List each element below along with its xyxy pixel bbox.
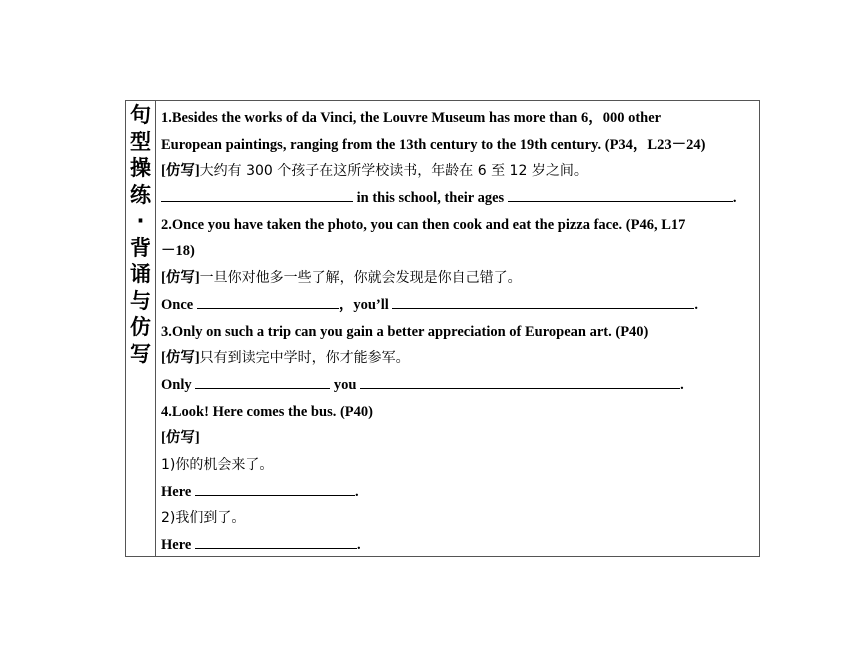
answer-blank[interactable] [195,480,355,496]
item4-sub1-fill-line [161,479,759,506]
fill-text: . [694,296,699,313]
answer-blank[interactable] [195,373,330,389]
item1-imitate-prompt [161,158,759,185]
item1-sentence-line2: European paintings, ranging from the 13th century to the 19th century. (P34，L23－24) [161,136,706,153]
section-label-char: 写 [130,341,151,366]
imitate-tag: [仿写] [161,350,200,367]
item2-imitate-prompt [161,265,759,292]
item3-fill-line [161,372,759,399]
answer-blank[interactable] [508,186,733,202]
imitate-chinese: 1)你的机会来了。 [161,456,274,473]
fill-text: . [732,190,737,207]
item3-imitate-prompt [161,345,759,372]
imitate-chinese: 一旦你对他多一些了解，你就会发现是你自己错了。 [199,270,522,287]
item2-fill-line [161,292,759,319]
fill-text: in this school, their ages [353,190,508,207]
fill-text: you [330,376,361,393]
answer-blank[interactable] [195,533,357,549]
item3-sentence: 3.Only on such a trip can you gain a better appreciation of European art. (P40) [161,323,649,340]
item2-sentence-line1: 2.Once you have taken the photo, you can then cook and eat the pizza face. (P46, L17 [161,216,686,233]
section-label-char: 仿 [130,315,151,339]
imitate-chinese: 只有到读完中学时，你才能参军。 [199,350,410,367]
answer-blank[interactable] [360,373,680,389]
answer-blank[interactable] [197,293,339,309]
section-label-char: 型 [130,129,151,154]
item1-sentence-line1: 1.Besides the works of da Vinci, the Louvre Museum has more than 6，000 other [161,110,662,126]
answer-blank[interactable] [392,293,694,309]
section-label-char: 诵 [130,262,151,286]
fill-text: Here [161,483,195,500]
exercise-content [156,101,759,556]
section-label-char: 与 [130,288,151,313]
fill-text: Only [161,376,196,393]
section-label-char: 背 [130,235,151,260]
exercise-table [125,100,760,557]
section-label-char: 句 [130,103,151,127]
item4-sub1-prompt [161,452,759,479]
fill-text: Here [161,537,195,553]
item4-sub2-prompt [161,505,759,532]
fill-text: . [356,537,361,553]
item2-sentence-line2: －18) [161,243,195,260]
fill-text: . [354,483,359,500]
fill-text: . [680,376,684,393]
imitate-chinese: 大约有 300 个孩子在这所学校读书，年龄在 6 至 12 岁之间。 [199,163,588,180]
imitate-chinese: 2)我们到了。 [161,510,246,527]
section-label-char: 操 [130,156,151,180]
section-label-char: · [136,209,145,233]
answer-blank[interactable] [161,186,353,202]
section-label-char: 练 [130,182,151,207]
item4-imitate-tag: [仿写] [161,430,200,447]
item4-sub2-fill-line [161,532,759,559]
fill-text: Once [161,296,197,313]
item4-sentence: 4.Look! Here comes the bus. (P40) [161,403,373,420]
imitate-tag: [仿写] [161,163,200,180]
section-label [126,101,156,556]
fill-text: ，you’ll [338,296,393,313]
item1-fill-line [161,185,759,212]
imitate-tag: [仿写] [161,270,200,287]
